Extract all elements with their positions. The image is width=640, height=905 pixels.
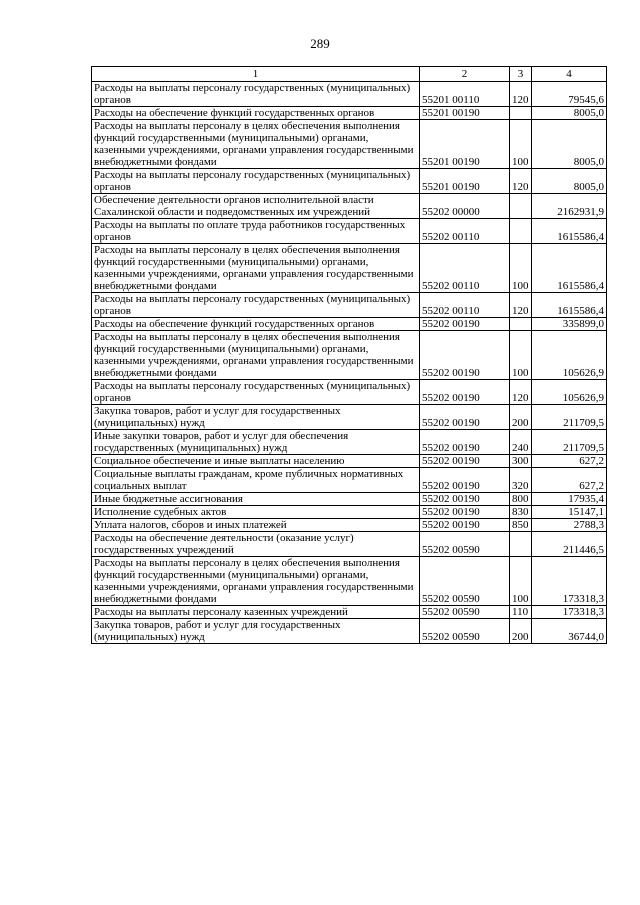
row-amount-cell: 15147,1: [532, 506, 607, 519]
row-amount-cell: 627,2: [532, 455, 607, 468]
table-row: [92, 455, 607, 468]
table-row: [92, 120, 607, 169]
row-amount-cell: 2788,3: [532, 519, 607, 532]
row-kind-cell: [510, 318, 532, 331]
header-col-1: 1: [92, 67, 420, 82]
row-amount-cell: 211709,5: [532, 405, 607, 430]
row-code-cell: 55201 00190: [420, 107, 510, 120]
row-kind-cell: [510, 194, 532, 219]
row-amount-cell: 105626,9: [532, 380, 607, 405]
row-name-cell: Иные закупки товаров, работ и услуг для обеспечения государственных (муниципальных) нужд: [92, 430, 420, 455]
header-row: [92, 67, 607, 82]
row-name-cell: Расходы на выплаты персоналу государственных (муниципальных) органов: [92, 169, 420, 194]
table-row: [92, 557, 607, 606]
row-amount-cell: 2162931,9: [532, 194, 607, 219]
row-kind-cell: 200: [510, 619, 532, 644]
page-number: 289: [310, 36, 330, 51]
row-name-cell: Исполнение судебных актов: [92, 506, 420, 519]
row-code-cell: 55202 00590: [420, 606, 510, 619]
row-amount-cell: 8005,0: [532, 120, 607, 169]
table-row: [92, 506, 607, 519]
row-name-cell: Уплата налогов, сборов и иных платежей: [92, 519, 420, 532]
row-amount-cell: 335899,0: [532, 318, 607, 331]
row-amount-cell: 105626,9: [532, 331, 607, 380]
row-kind-cell: 240: [510, 430, 532, 455]
table-row: [92, 169, 607, 194]
header-col-4: 4: [532, 67, 607, 82]
table-row: [92, 107, 607, 120]
row-code-cell: 55202 00000: [420, 194, 510, 219]
row-kind-cell: 120: [510, 293, 532, 318]
row-code-cell: 55202 00190: [420, 331, 510, 380]
table-row: [92, 318, 607, 331]
row-code-cell: 55202 00190: [420, 468, 510, 493]
row-amount-cell: 173318,3: [532, 557, 607, 606]
row-name-cell: Расходы на выплаты персоналу казенных учреждений: [92, 606, 420, 619]
row-name-cell: Расходы на обеспечение функций государственных органов: [92, 107, 420, 120]
row-code-cell: 55202 00190: [420, 380, 510, 405]
row-kind-cell: 120: [510, 82, 532, 107]
row-amount-cell: 173318,3: [532, 606, 607, 619]
table-row: [92, 532, 607, 557]
table-row: [92, 194, 607, 219]
row-amount-cell: 211709,5: [532, 430, 607, 455]
row-kind-cell: 120: [510, 169, 532, 194]
header-col-3: 3: [510, 67, 532, 82]
table-row: [92, 430, 607, 455]
row-name-cell: Социальное обеспечение и иные выплаты населению: [92, 455, 420, 468]
row-code-cell: 55202 00190: [420, 506, 510, 519]
row-kind-cell: 110: [510, 606, 532, 619]
row-code-cell: 55201 00190: [420, 120, 510, 169]
row-amount-cell: 627,2: [532, 468, 607, 493]
row-kind-cell: 800: [510, 493, 532, 506]
row-kind-cell: [510, 219, 532, 244]
budget-table: [91, 66, 607, 644]
table-body: [92, 82, 607, 644]
row-name-cell: Закупка товаров, работ и услуг для государственных (муниципальных) нужд: [92, 405, 420, 430]
row-kind-cell: 200: [510, 405, 532, 430]
row-amount-cell: 1615586,4: [532, 244, 607, 293]
row-code-cell: 55201 00110: [420, 82, 510, 107]
row-code-cell: 55202 00590: [420, 557, 510, 606]
row-amount-cell: 79545,6: [532, 82, 607, 107]
table-row: [92, 244, 607, 293]
table-row: [92, 331, 607, 380]
row-amount-cell: 1615586,4: [532, 293, 607, 318]
row-code-cell: 55202 00590: [420, 619, 510, 644]
row-name-cell: Расходы на выплаты персоналу государственных (муниципальных) органов: [92, 293, 420, 318]
row-kind-cell: 100: [510, 120, 532, 169]
row-amount-cell: 36744,0: [532, 619, 607, 644]
row-name-cell: Иные бюджетные ассигнования: [92, 493, 420, 506]
table-row: [92, 519, 607, 532]
row-code-cell: 55202 00190: [420, 519, 510, 532]
table-row: [92, 82, 607, 107]
row-code-cell: 55202 00190: [420, 455, 510, 468]
row-kind-cell: 320: [510, 468, 532, 493]
row-kind-cell: 830: [510, 506, 532, 519]
table-row: [92, 468, 607, 493]
row-amount-cell: 17935,4: [532, 493, 607, 506]
row-name-cell: Расходы на выплаты персоналу в целях обеспечения выполнения функций государственными (муниципальными) органами, казенными учреждениями, органами управления государственными внебюджетными фондами: [92, 120, 420, 169]
table-row: [92, 619, 607, 644]
table-row: [92, 405, 607, 430]
row-name-cell: Закупка товаров, работ и услуг для государственных (муниципальных) нужд: [92, 619, 420, 644]
row-kind-cell: [510, 107, 532, 120]
row-code-cell: 55202 00110: [420, 293, 510, 318]
row-amount-cell: 8005,0: [532, 107, 607, 120]
table-row: [92, 293, 607, 318]
row-name-cell: Расходы на выплаты персоналу в целях обеспечения выполнения функций государственными (муниципальными) органами, казенными учреждениями, органами управления государственными внебюджетными фондами: [92, 557, 420, 606]
row-name-cell: Расходы на выплаты персоналу в целях обеспечения выполнения функций государственными (муниципальными) органами, казенными учреждениями, органами управления государственными внебюджетными фондами: [92, 331, 420, 380]
row-kind-cell: 300: [510, 455, 532, 468]
row-code-cell: 55202 00110: [420, 244, 510, 293]
row-name-cell: Расходы на обеспечение функций государственных органов: [92, 318, 420, 331]
row-name-cell: Расходы на выплаты по оплате труда работников государственных органов: [92, 219, 420, 244]
row-code-cell: 55202 00590: [420, 532, 510, 557]
table-row: [92, 606, 607, 619]
row-name-cell: Расходы на выплаты персоналу государственных (муниципальных) органов: [92, 82, 420, 107]
row-name-cell: Расходы на выплаты персоналу в целях обеспечения выполнения функций государственными (муниципальными) органами, казенными учреждениями, органами управления государственными внебюджетными фондами: [92, 244, 420, 293]
row-kind-cell: 100: [510, 331, 532, 380]
table-header: [92, 67, 607, 82]
table-row: [92, 380, 607, 405]
header-col-2: 2: [420, 67, 510, 82]
table-row: [92, 219, 607, 244]
row-amount-cell: 211446,5: [532, 532, 607, 557]
row-amount-cell: 8005,0: [532, 169, 607, 194]
row-amount-cell: 1615586,4: [532, 219, 607, 244]
row-code-cell: 55202 00190: [420, 493, 510, 506]
row-code-cell: 55202 00190: [420, 405, 510, 430]
row-kind-cell: 100: [510, 244, 532, 293]
row-code-cell: 55202 00110: [420, 219, 510, 244]
row-kind-cell: 120: [510, 380, 532, 405]
row-name-cell: Расходы на выплаты персоналу государственных (муниципальных) органов: [92, 380, 420, 405]
row-name-cell: Расходы на обеспечение деятельности (оказание услуг) государственных учреждений: [92, 532, 420, 557]
row-code-cell: 55201 00190: [420, 169, 510, 194]
row-code-cell: 55202 00190: [420, 430, 510, 455]
row-name-cell: Социальные выплаты гражданам, кроме публичных нормативных социальных выплат: [92, 468, 420, 493]
row-name-cell: Обеспечение деятельности органов исполнительной власти Сахалинской области и подведомственных им учреждений: [92, 194, 420, 219]
table-row: [92, 493, 607, 506]
row-kind-cell: 100: [510, 557, 532, 606]
row-kind-cell: 850: [510, 519, 532, 532]
row-code-cell: 55202 00190: [420, 318, 510, 331]
row-kind-cell: [510, 532, 532, 557]
